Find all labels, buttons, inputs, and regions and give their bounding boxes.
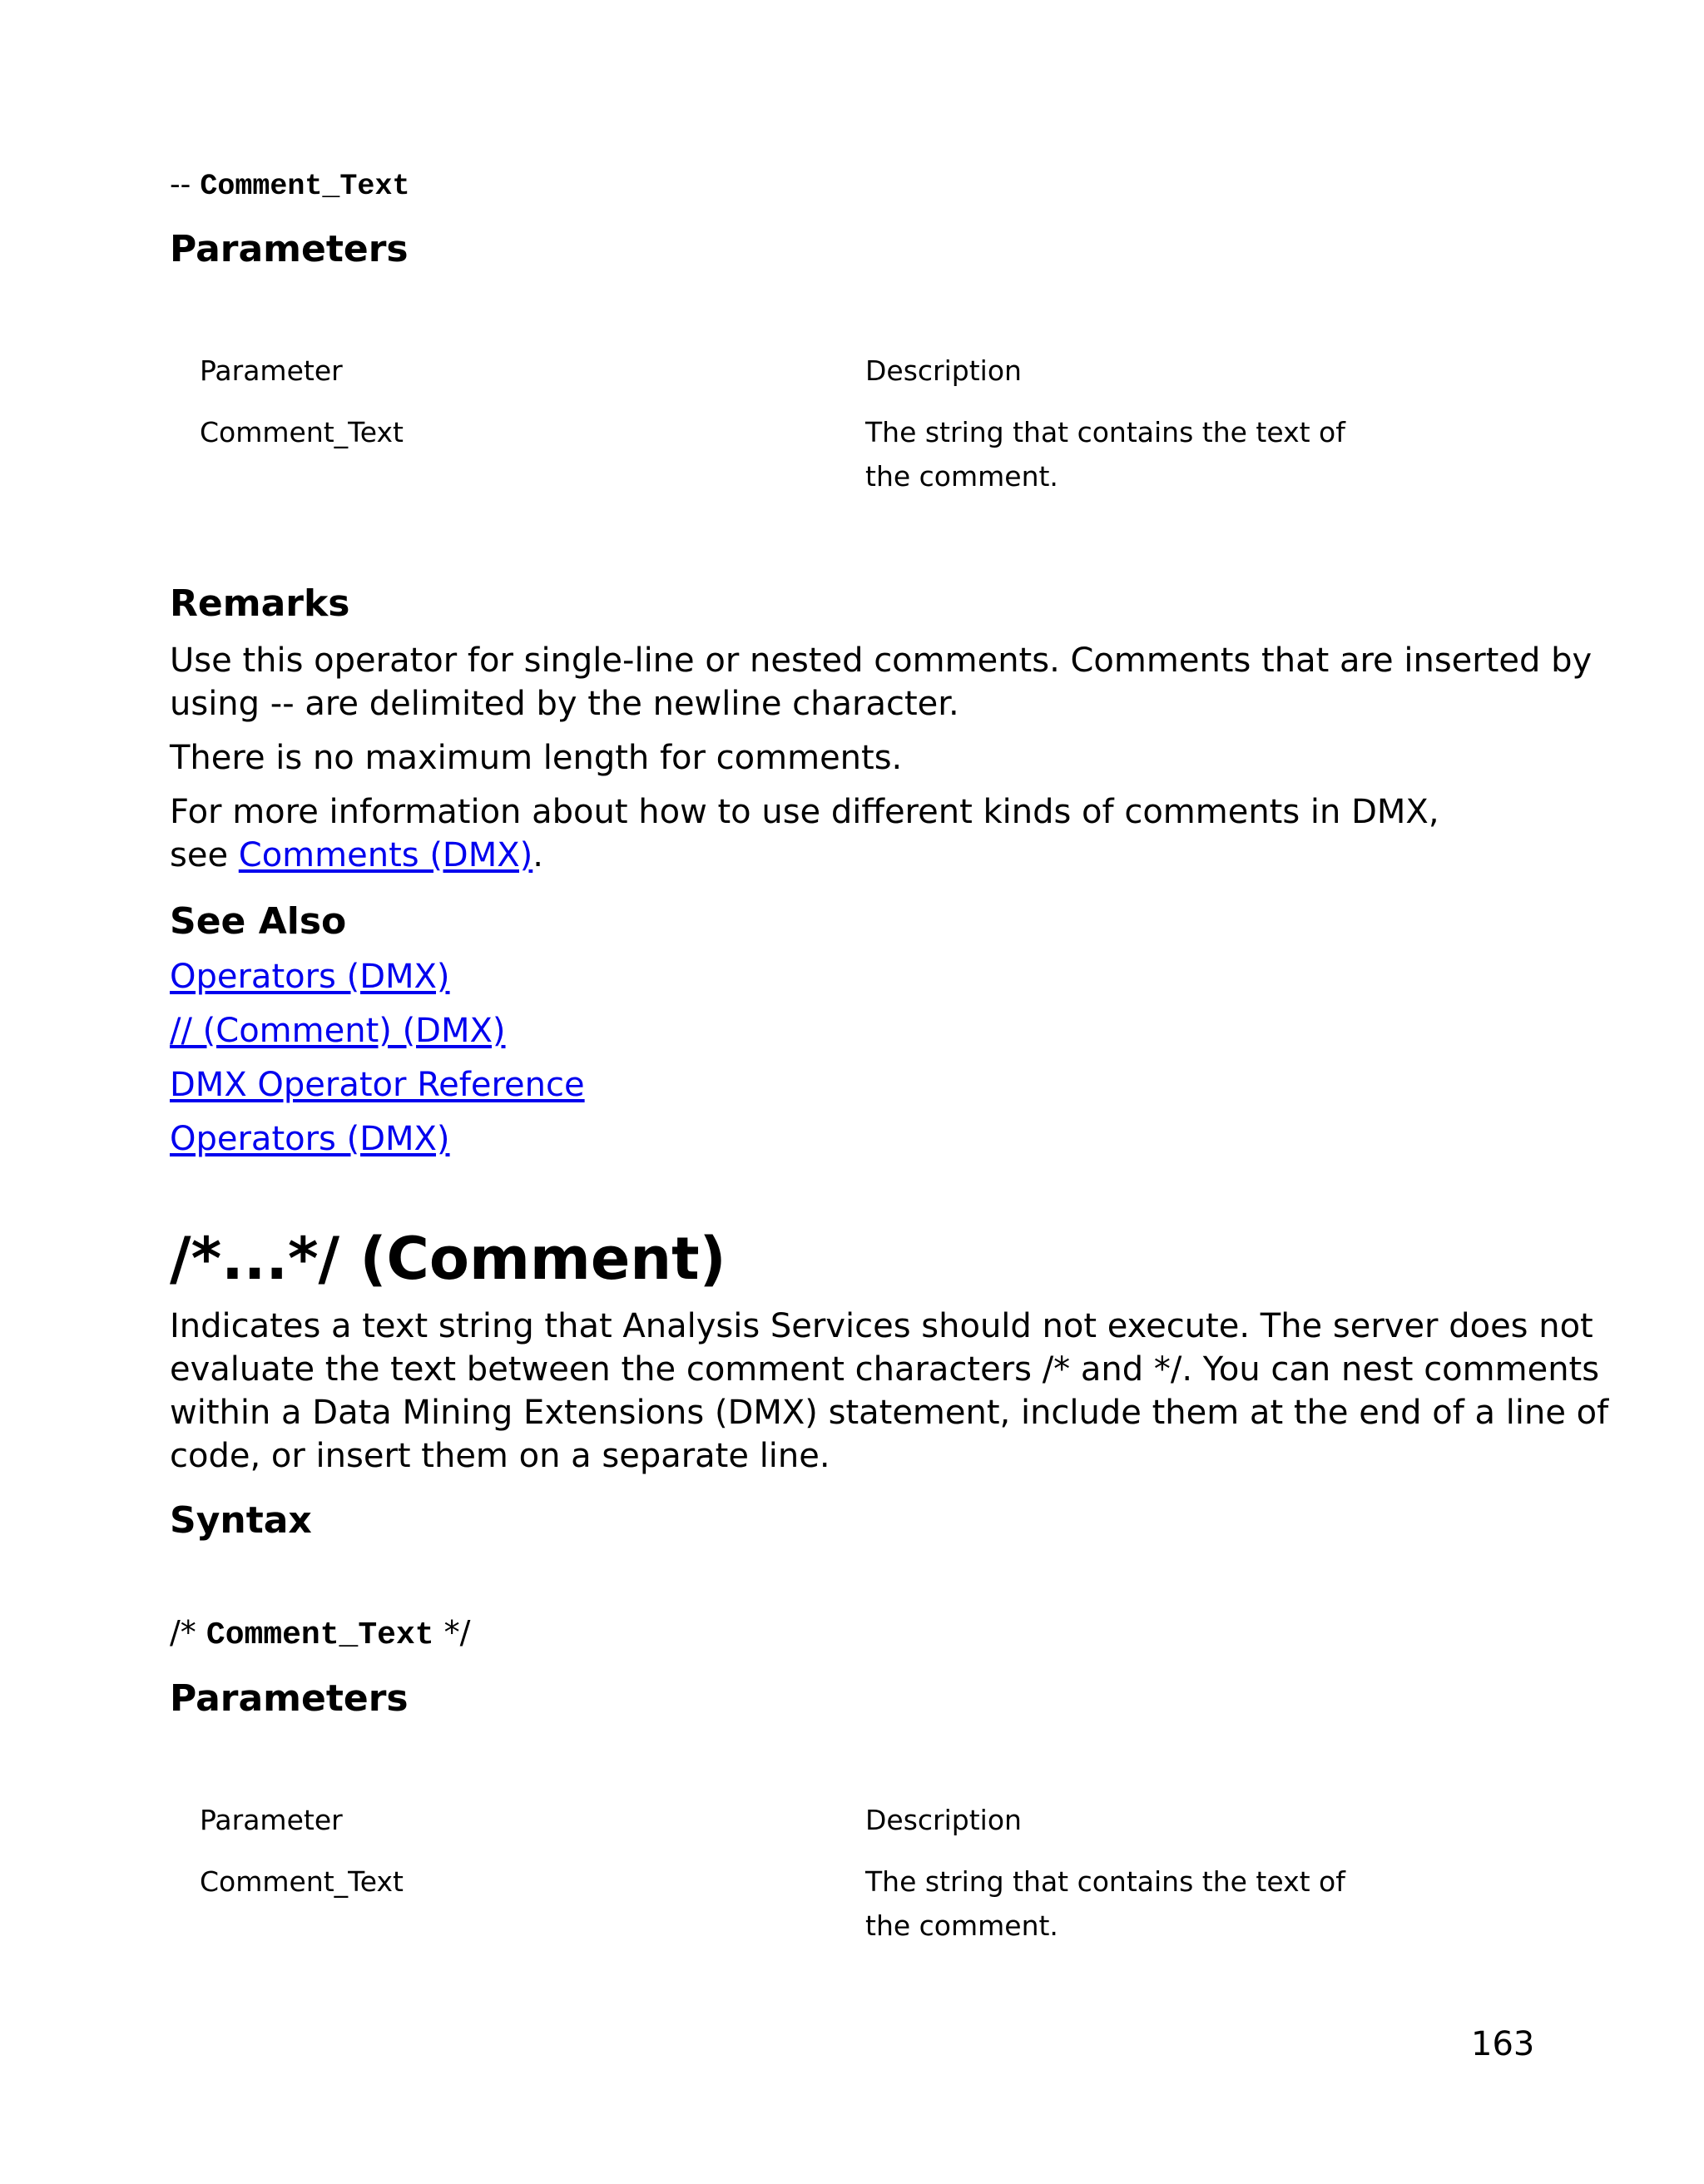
table-cell-description-line1: The string that contains the text of [865,1865,1345,1898]
parameters-heading-2: Parameters [170,1677,409,1720]
table-header-description: Description [865,354,1022,387]
page-number: 163 [1471,2025,1535,2063]
remarks-paragraph-3-line1: For more information about how to use different kinds of comments in DMX, [170,793,1439,831]
see-also-link-operators[interactable]: Operators (DMX) [170,958,450,996]
table-cell-description-line2: the comment. [865,1909,1058,1942]
comment-open: /* [170,1614,196,1651]
remarks-paragraph-3-line2 [170,834,543,877]
syntax-argument: Comment_Text [206,1617,434,1653]
intro-line3: within a Data Mining Extensions (DMX) statement, include them at the end of a line of [170,1394,1609,1432]
see-also-link-comment[interactable]: // (Comment) (DMX) [170,1012,506,1050]
remarks-paragraph-line2: using -- are delimited by the newline character. [170,685,959,723]
intro-line4: code, or insert them on a separate line. [170,1437,830,1475]
table-header-description: Description [865,1804,1022,1836]
remarks-paragraph-line1: Use this operator for single-line or nested comments. Comments that are inserted by [170,641,1593,680]
intro-line2: evaluate the text between the comment characters /* and */. You can nest comments [170,1350,1600,1389]
comment-close: */ [443,1614,471,1651]
comments-dmx-link[interactable]: Comments (DMX) [238,836,533,874]
table-header-parameter: Parameter [200,354,343,387]
see-text: see [170,836,239,874]
parameters-heading: Parameters [170,228,409,270]
comment-operator: -- [170,168,191,201]
table-cell-description-line2: the comment. [865,460,1058,493]
table-header-parameter: Parameter [200,1804,343,1836]
see-also-link-operator-reference[interactable]: DMX Operator Reference [170,1066,585,1104]
syntax-line [170,166,409,205]
table-cell-description-line1: The string that contains the text of [865,416,1345,448]
syntax-heading: Syntax [170,1499,312,1542]
intro-line1: Indicates a text string that Analysis Services should not execute. The server does not [170,1307,1593,1345]
table-cell-parameter: Comment_Text [200,416,404,448]
remarks-paragraph-2: There is no maximum length for comments. [170,739,903,777]
syntax-argument: Comment_Text [200,170,410,203]
see-also-heading: See Also [170,900,347,943]
syntax-line [170,1614,470,1654]
table-cell-parameter: Comment_Text [200,1865,404,1898]
see-also-link-operators-2[interactable]: Operators (DMX) [170,1120,450,1158]
remarks-heading: Remarks [170,582,350,625]
period: . [532,836,543,874]
section-title: /*...*/ (Comment) [170,1225,726,1293]
